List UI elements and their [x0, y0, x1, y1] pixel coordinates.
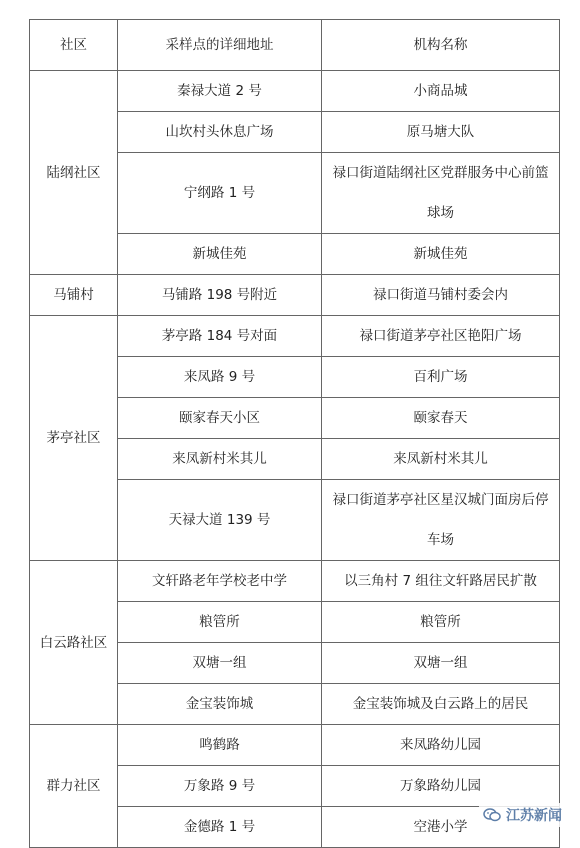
org-cell — [322, 357, 560, 398]
org-line: 百利广场 — [413, 369, 468, 385]
org-line: 原马塘大队 — [406, 124, 475, 140]
wechat-bubble-icon — [483, 808, 501, 822]
org-line: 禄口街道马铺村委会内 — [373, 287, 508, 303]
org-line: 来凤路幼儿园 — [400, 737, 481, 753]
watermark — [479, 803, 566, 827]
org-cell — [322, 643, 560, 684]
address-cell: 宁纲路 1 号 — [118, 153, 322, 234]
org-line: 新城佳苑 — [413, 246, 468, 262]
header-cell-address: 采样点的详细地址 — [118, 20, 322, 71]
address-cell: 颐家春天小区 — [118, 398, 322, 439]
address-cell: 来凤路 9 号 — [118, 357, 322, 398]
org-line: 禄口街道陆纲社区党群服务中心前篮 — [332, 165, 549, 181]
org-cell — [322, 684, 560, 725]
address-cell: 金德路 1 号 — [118, 807, 322, 848]
org-cell — [322, 602, 560, 643]
community-cell: 茅亭社区 — [30, 316, 118, 561]
address-cell: 山坎村头休息广场 — [118, 112, 322, 153]
header-row — [30, 20, 560, 71]
sampling-sites-table — [29, 19, 560, 848]
org-line: 金宝装饰城及白云路上的居民 — [352, 696, 529, 712]
org-line: 车场 — [427, 532, 454, 548]
table-row — [30, 561, 560, 602]
org-cell — [322, 71, 560, 112]
org-cell — [322, 316, 560, 357]
org-cell — [322, 153, 560, 234]
watermark-text: 江苏新闻 — [506, 808, 562, 824]
community-cell: 陆纲社区 — [30, 71, 118, 275]
org-cell — [322, 561, 560, 602]
org-cell — [322, 234, 560, 275]
org-line: 以三角村 7 组往文轩路居民扩散 — [344, 573, 537, 589]
org-line: 球场 — [427, 205, 454, 221]
address-cell: 茅亭路 184 号对面 — [118, 316, 322, 357]
header-cell-community: 社区 — [30, 20, 118, 71]
address-cell: 马铺路 198 号附近 — [118, 275, 322, 316]
address-cell: 文轩路老年学校老中学 — [118, 561, 322, 602]
table-body — [30, 20, 560, 848]
org-line: 粮管所 — [420, 614, 461, 630]
org-line: 小商品城 — [413, 83, 468, 99]
community-cell: 群力社区 — [30, 725, 118, 848]
table-row — [30, 725, 560, 766]
org-cell — [322, 725, 560, 766]
org-cell — [322, 766, 560, 807]
address-cell: 粮管所 — [118, 602, 322, 643]
address-cell: 鸣鹤路 — [118, 725, 322, 766]
org-cell — [322, 480, 560, 561]
header-cell-org: 机构名称 — [322, 20, 560, 71]
org-line: 空港小学 — [413, 819, 468, 835]
address-cell: 天禄大道 139 号 — [118, 480, 322, 561]
address-cell: 双塘一组 — [118, 643, 322, 684]
org-line: 万象路幼儿园 — [400, 778, 481, 794]
address-cell: 万象路 9 号 — [118, 766, 322, 807]
table-row — [30, 71, 560, 112]
address-cell: 新城佳苑 — [118, 234, 322, 275]
address-cell: 来凤新村米其儿 — [118, 439, 322, 480]
table-row — [30, 316, 560, 357]
org-line: 双塘一组 — [413, 655, 468, 671]
org-line: 颐家春天 — [413, 410, 468, 426]
org-line: 禄口街道茅亭社区星汉城门面房后停 — [332, 492, 549, 508]
org-cell — [322, 398, 560, 439]
address-cell: 金宝装饰城 — [118, 684, 322, 725]
community-cell: 马铺村 — [30, 275, 118, 316]
org-line: 禄口街道茅亭社区艳阳广场 — [359, 328, 522, 344]
address-cell: 秦禄大道 2 号 — [118, 71, 322, 112]
org-line: 来凤新村米其儿 — [393, 451, 488, 467]
community-cell: 白云路社区 — [30, 561, 118, 725]
table-row — [30, 275, 560, 316]
org-cell — [322, 439, 560, 480]
org-cell — [322, 275, 560, 316]
org-cell — [322, 112, 560, 153]
